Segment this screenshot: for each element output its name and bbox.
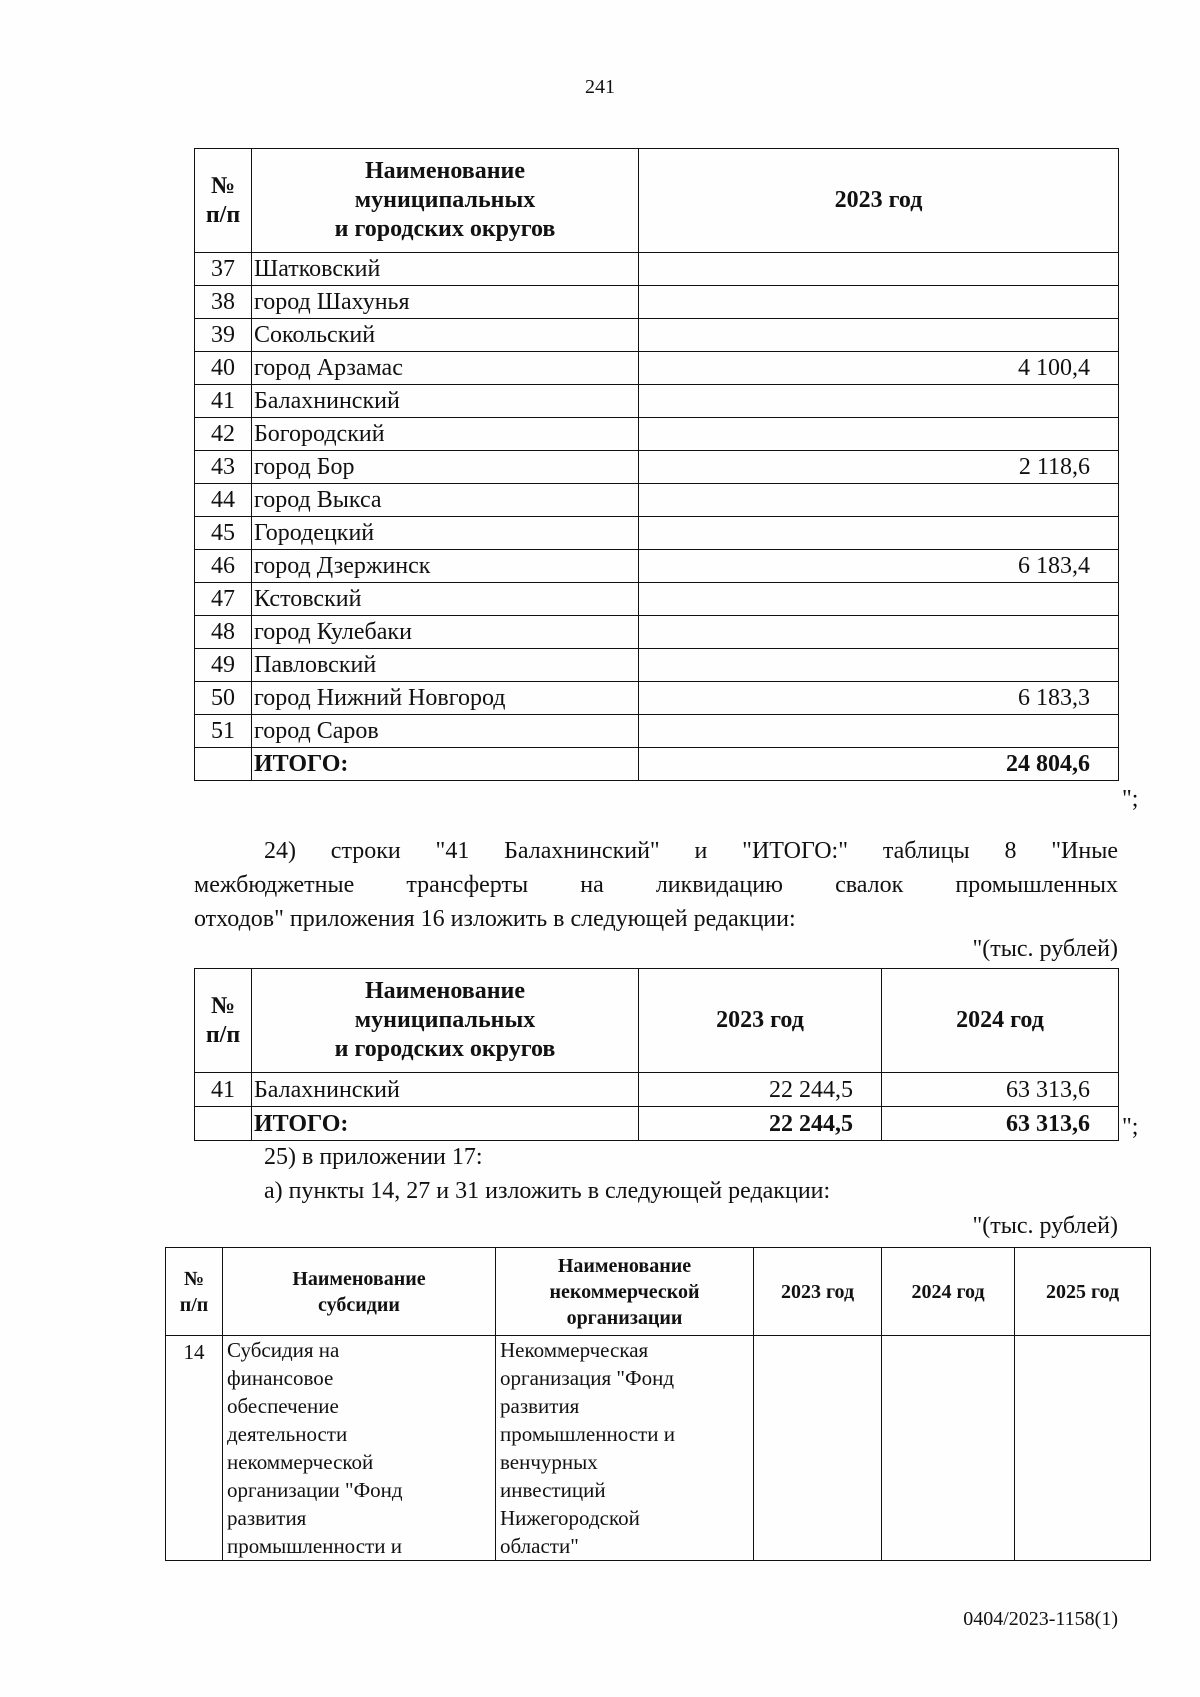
row-name: город Шахунья (252, 286, 639, 319)
org-line: Нижегородской (500, 1506, 640, 1530)
org-line: развития (500, 1394, 580, 1418)
table-row (195, 451, 1119, 484)
table-balakhna-2023-2024 (194, 968, 1119, 1141)
unit-label: "(тыс. рублей) (972, 1213, 1118, 1239)
row-name: Балахнинский (252, 385, 639, 418)
header-organization-name (496, 1248, 754, 1336)
header-name-line3: и городских округов (334, 215, 556, 242)
header-subsidy-line1: Наименование (292, 1267, 426, 1290)
total-row (195, 1107, 1119, 1141)
org-line: промышленности и (500, 1422, 675, 1446)
table-municipal-2023 (194, 148, 1119, 781)
row-num: 38 (195, 286, 252, 319)
row-name: Павловский (252, 649, 639, 682)
table-row (195, 319, 1119, 352)
table-header-row (195, 149, 1119, 253)
table-row (195, 484, 1119, 517)
header-subsidy-name (223, 1248, 496, 1336)
row-num: 37 (195, 253, 252, 286)
paragraph-24-line2: межбюджетные трансферты на ликвидацию свалок промышленных (194, 872, 1118, 898)
header-num (195, 969, 252, 1073)
table-header-row (166, 1248, 1151, 1336)
table-header-row (195, 969, 1119, 1073)
row-value-2023 (639, 385, 1119, 418)
total-value-2023: 24 804,6 (639, 748, 1119, 781)
row-value-2023 (639, 253, 1119, 286)
row-num: 41 (195, 1073, 252, 1107)
page-number: 241 (585, 76, 615, 98)
header-subsidy-line2: субсидии (318, 1293, 400, 1316)
table-row (195, 253, 1119, 286)
row-num: 43 (195, 451, 252, 484)
row-value-2024 (882, 1336, 1015, 1561)
org-line: венчурных (500, 1450, 598, 1474)
header-num-line2: п/п (205, 201, 241, 228)
header-num (195, 149, 252, 253)
table-row (195, 682, 1119, 715)
total-num (195, 748, 252, 781)
row-num: 41 (195, 385, 252, 418)
row-num: 14 (166, 1336, 223, 1561)
row-value-2023 (639, 286, 1119, 319)
row-name: город Нижний Новгород (252, 682, 639, 715)
row-value-2023: 6 183,3 (639, 682, 1119, 715)
subsidy-line: обеспечение (227, 1394, 339, 1418)
row-name: Городецкий (252, 517, 639, 550)
row-value-2023 (639, 418, 1119, 451)
row-name: город Арзамас (252, 352, 639, 385)
row-value-2023: 2 118,6 (639, 451, 1119, 484)
header-num-line1: № (183, 1267, 205, 1290)
row-organization-name (496, 1336, 754, 1561)
row-name: Балахнинский (252, 1073, 639, 1107)
row-value-2024: 63 313,6 (882, 1073, 1119, 1107)
subsidy-line: некоммерческой (227, 1450, 374, 1474)
paragraph-24-line3: отходов" приложения 16 изложить в следующей редакции: (194, 906, 796, 932)
paragraph-25-line2: а) пункты 14, 27 и 31 изложить в следующей редакции: (264, 1178, 831, 1204)
total-num (195, 1107, 252, 1141)
row-value-2023 (639, 319, 1119, 352)
header-year-2023: 2023 год (639, 969, 882, 1073)
table-subsidies (165, 1247, 1151, 1561)
org-line: области" (500, 1534, 579, 1558)
row-value-2023 (639, 517, 1119, 550)
header-org-line2: некоммерческой (549, 1280, 700, 1303)
header-org-line3: организации (566, 1306, 683, 1329)
header-year-2024: 2024 год (882, 1248, 1015, 1336)
table-row (195, 286, 1119, 319)
subsidy-line: деятельности (227, 1422, 348, 1446)
table-row (195, 1073, 1119, 1107)
row-name: город Бор (252, 451, 639, 484)
header-num (166, 1248, 223, 1336)
row-num: 39 (195, 319, 252, 352)
header-name (252, 149, 639, 253)
row-num: 51 (195, 715, 252, 748)
paragraph-24-line1: 24) строки "41 Балахнинский" и "ИТОГО:" таблицы 8 "Иные (264, 838, 1118, 864)
row-num: 49 (195, 649, 252, 682)
table-row (195, 616, 1119, 649)
subsidy-line: промышленности и (227, 1534, 402, 1558)
subsidy-line: финансовое (227, 1366, 334, 1390)
table-row (195, 550, 1119, 583)
end-quote-mark: "; (1122, 786, 1139, 812)
header-name-line2: муниципальных (354, 187, 536, 214)
subsidy-line: организации "Фонд (227, 1478, 403, 1502)
row-name: город Кулебаки (252, 616, 639, 649)
row-name: Богородский (252, 418, 639, 451)
header-num-line1: № (210, 172, 236, 199)
row-value-2023 (639, 649, 1119, 682)
table-row (195, 517, 1119, 550)
header-org-line1: Наименование (557, 1254, 692, 1277)
header-num-line2: п/п (179, 1293, 209, 1316)
row-num: 40 (195, 352, 252, 385)
total-value-2024: 63 313,6 (882, 1107, 1119, 1141)
table-row (195, 385, 1119, 418)
table-row (195, 583, 1119, 616)
row-num: 42 (195, 418, 252, 451)
row-value-2023 (639, 583, 1119, 616)
row-value-2023: 4 100,4 (639, 352, 1119, 385)
header-name-line2: муниципальных (354, 1007, 536, 1034)
org-line: инвестиций (500, 1478, 606, 1502)
header-num-line1: № (210, 992, 236, 1019)
row-name: город Дзержинск (252, 550, 639, 583)
subsidy-line: развития (227, 1506, 307, 1530)
header-year-2023: 2023 год (639, 149, 1119, 253)
paragraph-24 (194, 834, 1118, 936)
total-label: ИТОГО: (252, 1107, 639, 1141)
header-name (252, 969, 639, 1073)
org-line: Некоммерческая (500, 1338, 649, 1362)
row-name: Кстовский (252, 583, 639, 616)
total-label: ИТОГО: (252, 748, 639, 781)
row-name: город Выкса (252, 484, 639, 517)
header-num-line2: п/п (205, 1021, 241, 1048)
header-year-2024: 2024 год (882, 969, 1119, 1073)
table-row (195, 649, 1119, 682)
table-row (195, 715, 1119, 748)
row-num: 47 (195, 583, 252, 616)
row-num: 45 (195, 517, 252, 550)
total-row (195, 748, 1119, 781)
total-value-2023: 22 244,5 (639, 1107, 882, 1141)
row-value-2025 (1015, 1336, 1151, 1561)
row-name: Шатковский (252, 253, 639, 286)
row-value-2023 (639, 484, 1119, 517)
table-row (195, 418, 1119, 451)
table-body (195, 253, 1119, 781)
row-value-2023: 6 183,4 (639, 550, 1119, 583)
row-num: 48 (195, 616, 252, 649)
row-value-2023 (639, 616, 1119, 649)
header-name-line3: и городских округов (334, 1035, 556, 1062)
row-name: Сокольский (252, 319, 639, 352)
row-value-2023 (639, 715, 1119, 748)
header-year-2023: 2023 год (754, 1248, 882, 1336)
paragraph-25-line1: 25) в приложении 17: (264, 1144, 483, 1170)
row-value-2023: 22 244,5 (639, 1073, 882, 1107)
header-name-line1: Наименование (365, 978, 525, 1005)
row-num: 46 (195, 550, 252, 583)
document-code: 0404/2023-1158(1) (963, 1608, 1118, 1630)
table-row (166, 1336, 1151, 1561)
table-row (195, 352, 1119, 385)
org-line: организация "Фонд (500, 1366, 674, 1390)
row-subsidy-name (223, 1336, 496, 1561)
header-year-2025: 2025 год (1015, 1248, 1151, 1336)
row-num: 44 (195, 484, 252, 517)
unit-label: "(тыс. рублей) (972, 936, 1118, 962)
header-name-line1: Наименование (365, 158, 525, 185)
row-value-2023 (754, 1336, 882, 1561)
subsidy-line: Субсидия на (227, 1338, 340, 1362)
end-quote-mark: "; (1122, 1114, 1139, 1140)
row-name: город Саров (252, 715, 639, 748)
row-num: 50 (195, 682, 252, 715)
